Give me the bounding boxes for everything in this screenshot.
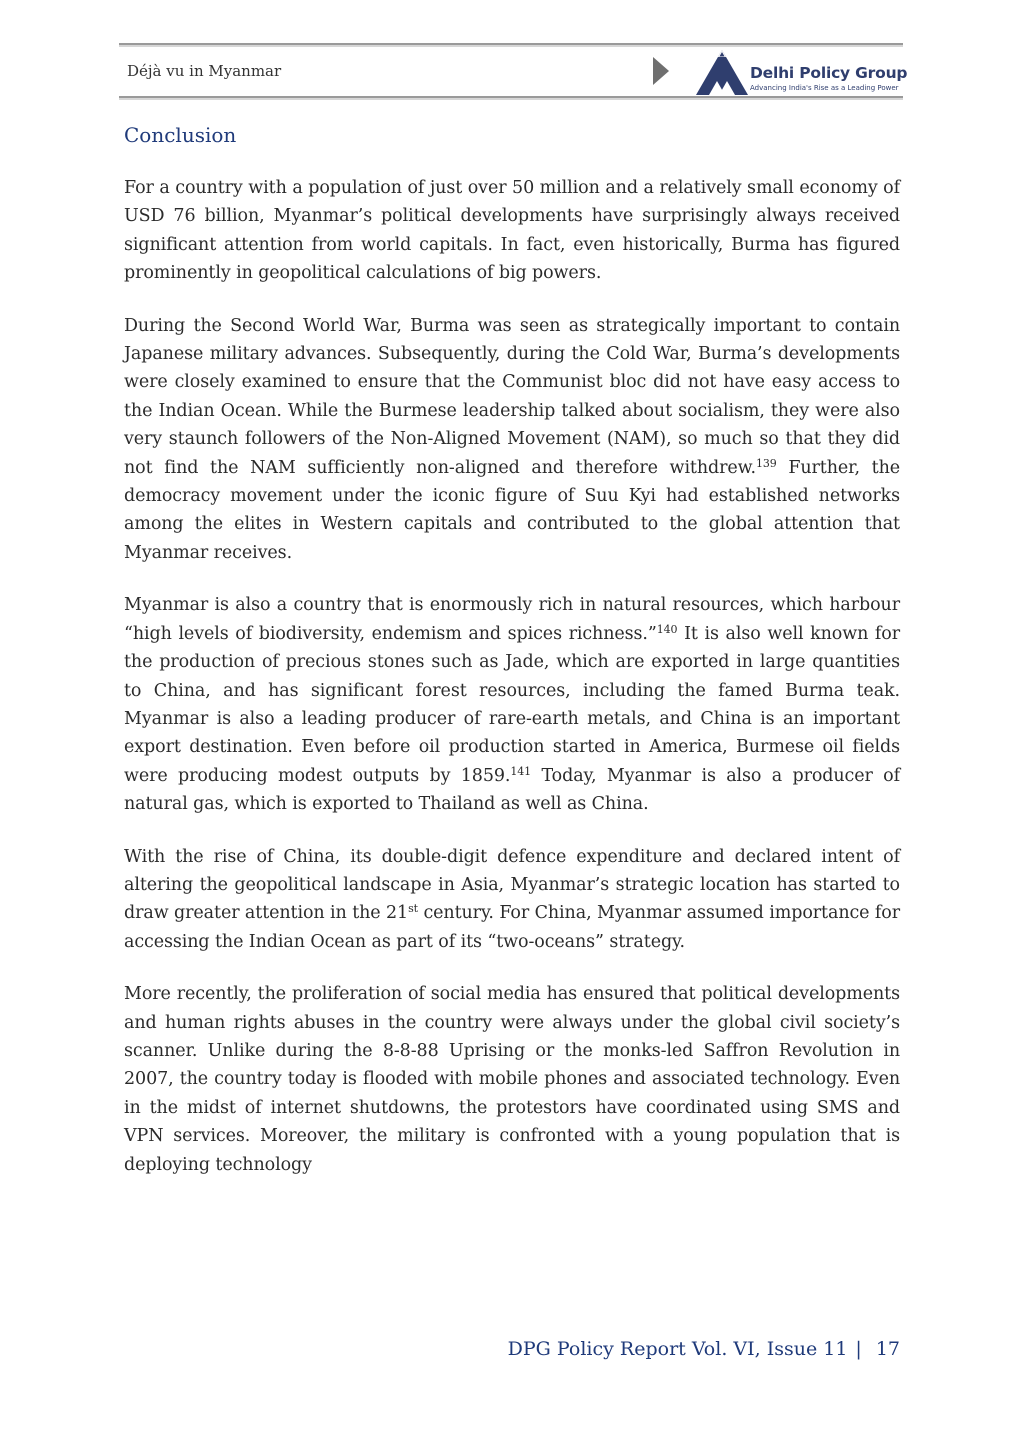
footer-report-title: DPG Policy Report Vol. VI, Issue 11 [507,1338,848,1360]
logo-name: Delhi Policy Group [750,64,908,82]
footnote-ref-139[interactable]: 139 [755,456,777,470]
dpg-mountain-mark-icon [695,48,749,96]
ordinal-suffix: st [408,902,418,916]
page-number: 17 [875,1338,900,1360]
footer-separator: | [855,1338,862,1360]
paragraph-2-text-a: During the Second World War, Burma was seen as strategically important to contain Japanese military advances. Subsequently, during the Cold War, Burma’s developments were closely examined to ensure that the Communist bloc did not have easy access to the Indian Ocean. While the Burmese leadership talked about socialism, they were also very staunch followers of the Non-Aligned Movement (NAM), so much so that they did not find the NAM sufficiently non-aligned and therefore withdrew. [124,315,900,478]
paragraph-1: For a country with a population of just over 50 million and a relatively small economy of USD 76 billion, Myanmar’s political developments have surprisingly always received significant attention from world capitals. In fact, even historically, Burma has figured prominently in geopolitical calculations of big powers. [124,178,900,284]
section-title: Conclusion [124,123,237,147]
header-rule-bottom [119,96,903,98]
running-title: Déjà vu in Myanmar [127,62,282,80]
body-text [124,174,900,1203]
play-arrow-icon [652,56,670,86]
paragraph-4-text-a: With the rise of China, its double-digit defence expenditure and declared intent of altering the geopolitical landscape in Asia, Myanmar’s strategic location has started to draw greater attention in the 21 [124,846,900,924]
paragraph-4-text-b: century. For China, Myanmar assumed importance for accessing the Indian Ocean as part of its “two-oceans” strategy. [124,903,900,952]
paragraph-3-text-c: Today, Myanmar is also a producer of natural gas, which is exported to Thailand as well as China. [124,765,900,815]
paragraph-4 [124,843,900,957]
footnote-ref-140[interactable]: 140 [656,622,678,636]
paragraph-2-text-b: Further, the democracy movement under the iconic figure of Suu Kyi had established networks among the elites in Western capitals and contributed to the global attention that Myanmar receives. [124,457,901,563]
dpg-logo [652,48,908,96]
footnote-ref-141[interactable]: 141 [510,764,532,778]
logo-tagline: Advancing India's Rise as a Leading Power [750,84,899,92]
page-footer [400,1338,900,1360]
paragraph-5: More recently, the proliferation of social media has ensured that political developments and human rights abuses in the country were always under the global civil society’s scanner. Unlike during the 8-8-88 Uprising or the monks-led Saffron Revolution in 2007, the country today is flooded with mobile phones and associated technology. Even in the midst of internet shutdowns, the protestors have coordinated using SMS and VPN services. Moreover, the military is confronted with a young population that is deploying technology [124,984,900,1175]
paragraph-3-text-b: It is also well known for the production of precious stones such as Jade, which are exported in large quantities to China, and has significant forest resources, including the famed Burma teak. Myanmar is also a leading producer of rare-earth metals, and China is an important export destination. Even before oil production started in America, Burmese oil fields were producing modest outputs by 1859. [124,623,900,786]
paragraph-3 [124,591,900,818]
paragraph-3-text-a: Myanmar is also a country that is enormously rich in natural resources, which harbour “high levels of biodiversity, endemism and spices richness.” [124,595,900,644]
paragraph-2 [124,312,900,568]
header-rule-top [119,43,903,45]
